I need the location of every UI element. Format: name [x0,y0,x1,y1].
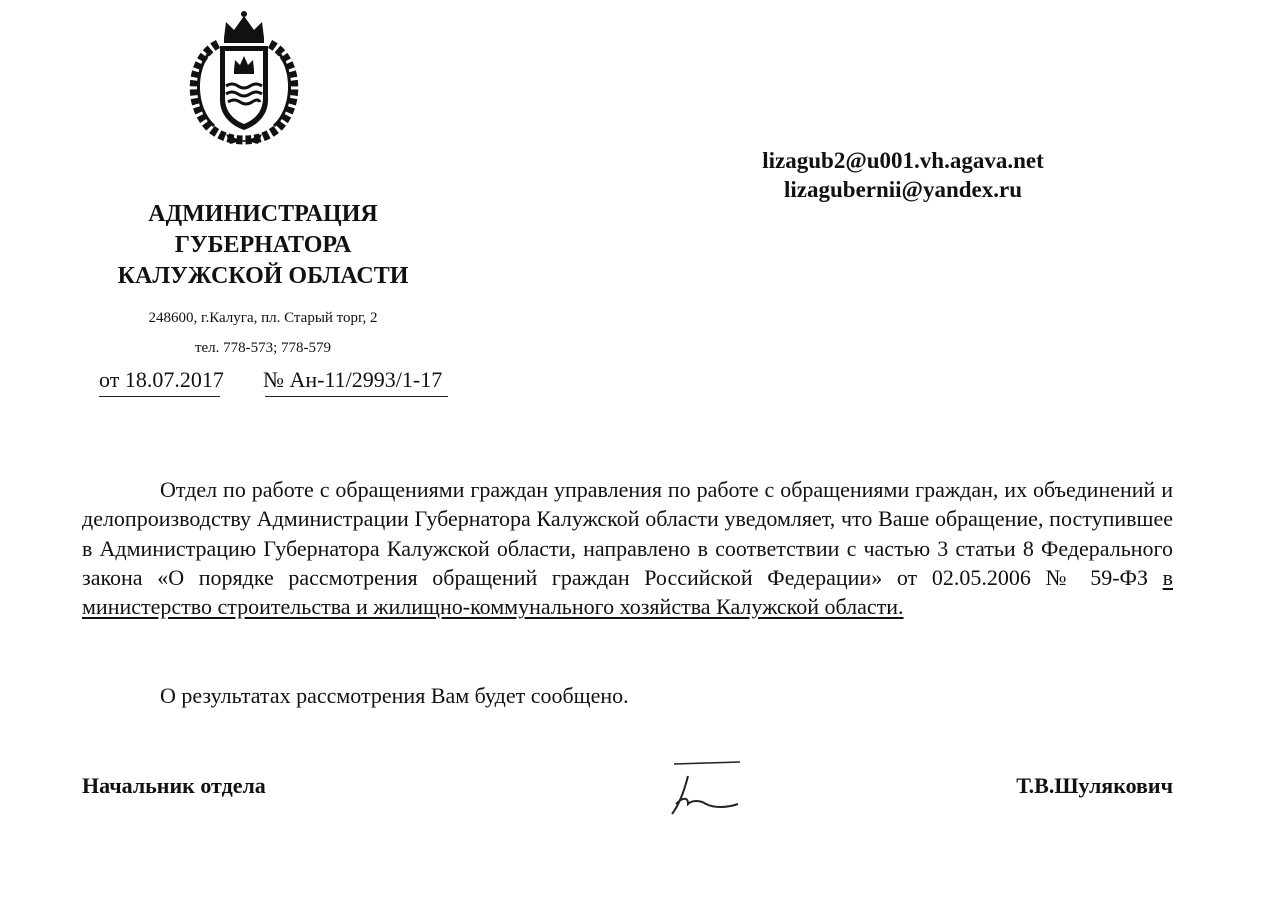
org-line-3: КАЛУЖСКОЙ ОБЛАСТИ [117,263,409,289]
registration-date: от 18.07.2017 [99,367,224,392]
date-underline [99,396,220,397]
letter-body [82,475,1173,621]
coat-of-arms-emblem [180,8,308,146]
email-block [700,146,1106,204]
org-line-2: ГУБЕРНАТОРА [174,232,352,258]
postal-address: 248600, г.Калуга, пл. Старый торг, 2 [148,310,378,326]
body-paragraph-1-text: Отдел по работе с обращениями граждан управления по работе с обращениями граждан, их объединений и делопроизводству Администрации Губернатора Калужской области уведомляет, что Ваше обращение, поступившее в Администрацию Губернатора Калужской области, направлено в соответствии с частью 3 статьи 8 Федерального закона «О порядке рассмотрения обращений граждан Российской Федерации» от 02.05.2006 № 59-ФЗ [82,477,1173,590]
number-underline [265,396,448,397]
contact-block [90,303,436,363]
signatory-position: Начальник отдела [82,773,266,798]
organization-name [90,199,436,292]
email-1[interactable]: lizagub2@u001.vh.agava.net [762,148,1044,173]
recipient-ministry: в министерство строительства и жилищно-коммунального хозяйства Калужской области. [82,564,1174,620]
org-line-1: АДМИНИСТРАЦИЯ [148,201,378,227]
email-2[interactable]: lizagubernii@yandex.ru [784,177,1022,202]
handwritten-signature [660,756,750,820]
phone-numbers: тел. 778-573; 778-579 [194,340,332,356]
body-paragraph-1 [82,475,1173,621]
body-paragraph-2: О результатах рассмотрения Вам будет сообщено. [160,683,629,708]
registration-number: № Ан-11/2993/1-17 [263,367,443,392]
signatory-name: Т.В.Шулякович [1016,773,1173,798]
